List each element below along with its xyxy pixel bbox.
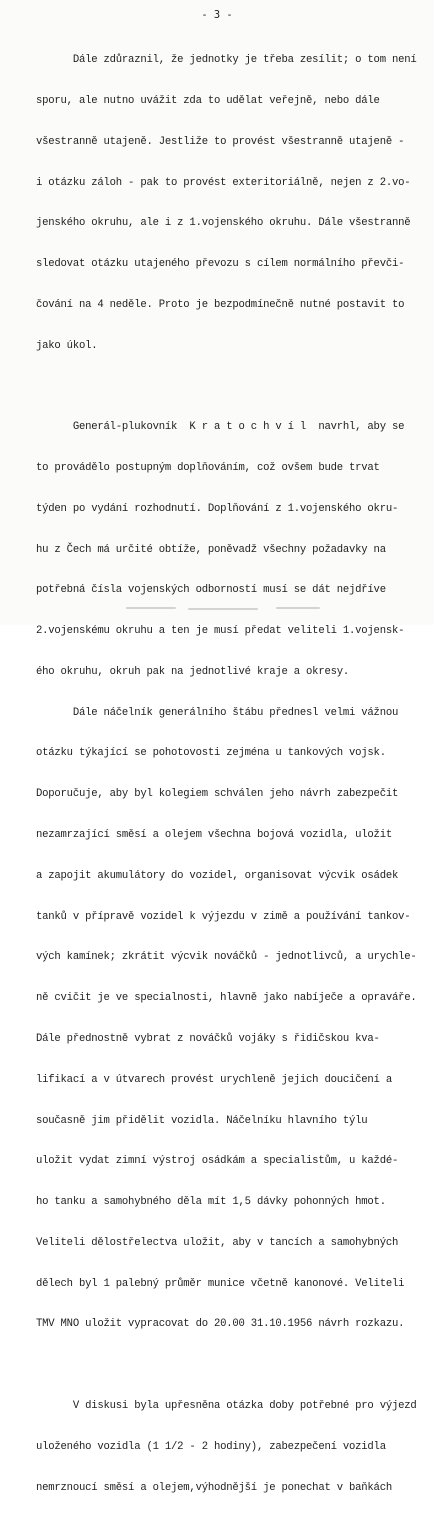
bleed-through-line <box>188 608 258 610</box>
text-line: Doporučuje, aby byl kolegiem schválen jeho návrh zabezpečit <box>36 788 399 801</box>
text-line: nezamrzající směsí a olejem všechna bojová vozidla, uložit <box>36 829 392 842</box>
text-line: Generál-plukovník K r a t o c h v í l navrhl, aby se <box>36 421 405 434</box>
text-line: sporu, ale nutno uvážit zda to udělat veřejně, nebo dále <box>36 94 380 107</box>
text-line: uloženého vozidla (1 1/2 - 2 hodiny), zabezpečení vozidla <box>36 1440 386 1453</box>
page-number: - 3 - <box>201 9 233 21</box>
text-line: to provádělo postupným doplňováním, což ovšem bude trvat <box>36 462 380 474</box>
text-line: 2.vojenskému okruhu a ten je musí předat veliteli 1.vojensk- <box>36 625 405 638</box>
bleed-through-text <box>0 604 434 625</box>
text-line: týden po vydání rozhodnutí. Doplňování z 1.vojenského okru- <box>36 502 399 515</box>
text-line: potřebná čísla vojenských odborností musí se dát nejdříve <box>36 584 386 597</box>
bleed-through-line <box>276 607 320 609</box>
text-line: uložit vydat zimní výstroj osádkám a specialistům, u každé- <box>36 1155 399 1168</box>
text-line: i otázku záloh - pak to provést exteritoriálně, nejen z 2.vo- <box>36 176 411 189</box>
text-line: Veliteli dělostřelectva uložit, aby v tancích a samohybných <box>36 1236 399 1249</box>
bleed-through-line <box>126 607 176 609</box>
text-line: sledovat otázku utajeného převozu s cílem normálního převči- <box>36 258 405 271</box>
text-line: nemrznoucí směsí a olejem,výhodnější je ponechat v baňkách <box>36 1481 392 1494</box>
text-line: současně jim přidělit vozidla. Náčelníku hlavního týlu <box>36 1114 368 1127</box>
text-line: otázku týkající se pohotovosti zejména u tankových vojsk. <box>36 747 386 760</box>
text-line: Dále zdůraznil, že jednotky je třeba zesílit; o tom není <box>36 54 417 67</box>
text-line: hu z Čech má určité obtíže, poněvadž všechny požadavky na <box>36 543 386 556</box>
paragraph-3 <box>36 1373 432 1522</box>
text-line: čování na 4 neděle. Proto je bezpodmínečně nutné postavit to <box>36 298 405 311</box>
paragraph-1 <box>36 27 432 380</box>
text-line: ho tanku a samohybného děla mít 1,5 dávky pohonných hmot. <box>36 1196 386 1209</box>
paragraph-2 <box>36 394 432 1359</box>
text-line: a zapojit akumulátory do vozidel, organisovat výcvik osádek <box>36 869 399 882</box>
text-line: ého okruhu, okruh pak na jednotlivé kraje a okresy. <box>36 665 350 678</box>
text-line: dělech byl 1 palebný průměr munice včetně kanonové. Veliteli <box>36 1277 405 1290</box>
text-line: vých kamínek; zkrátit výcvik nováčků - jednotlivců, a urychle- <box>36 951 417 964</box>
text-line: Dále náčelník generálního štábu přednesl velmi vážnou <box>36 706 399 719</box>
text-line: Dále přednostně vybrat z nováčků vojáky s řidičskou kva- <box>36 1032 380 1045</box>
document-body <box>36 27 432 1522</box>
text-line: jako úkol. <box>36 339 98 352</box>
text-line: tanků v přípravě vozidel k výjezdu v zimě a používání tankov- <box>36 910 411 923</box>
text-line: všestranně utajeně. Jestliže to provést všestranně utajeně - <box>36 135 405 148</box>
text-line: ně cvičit je ve specialnosti, hlavně jako nabíječe a opraváře. <box>36 992 417 1005</box>
text-line: TMV MNO uložit vypracovat do 20.00 31.10.1956 návrh rozkazu. <box>36 1318 405 1331</box>
text-line: V diskusi byla upřesněna otázka doby potřebné pro výjezd <box>36 1399 417 1412</box>
text-line: lifikací a v útvarech provést urychleně jejich doucičení a <box>36 1073 392 1086</box>
text-line: jenského okruhu, ale i z 1.vojenského okruhu. Dále všestranně <box>36 217 411 230</box>
